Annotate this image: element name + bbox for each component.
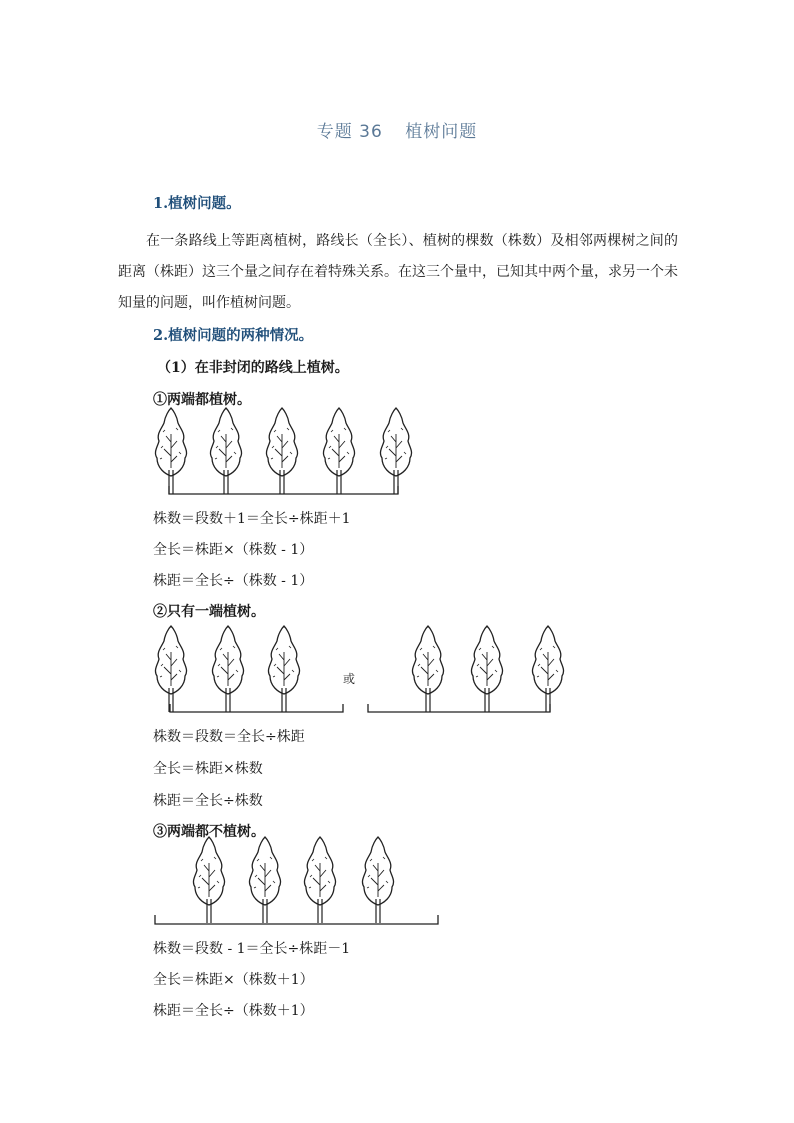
diagram-both-ends	[155, 408, 411, 494]
tree-icon	[212, 626, 243, 712]
diagram-one-end-left	[155, 626, 343, 712]
tree-icon	[193, 837, 224, 923]
case-group-heading: （1）在非封闭的路线上植树。	[157, 360, 349, 376]
formula-none-3: 株距＝全长÷（株数＋1）	[153, 1003, 314, 1019]
tree-icon	[155, 408, 186, 494]
section-2-heading: 2.植树问题的两种情况。	[153, 327, 314, 344]
tree-icon	[210, 408, 241, 494]
tree-icon	[155, 626, 186, 712]
topic-title: 植树问题	[405, 122, 478, 142]
formula-both-1: 株数＝段数＋1＝全长÷株距＋1	[153, 511, 351, 527]
formula-one-3: 株距＝全长÷株数	[153, 793, 263, 809]
formula-none-2: 全长＝株距×（株数＋1）	[153, 972, 314, 988]
or-label: 或	[343, 672, 356, 686]
tree-icon	[532, 626, 563, 712]
case-no-end-heading: ③两端都不植树。	[153, 824, 265, 840]
tree-icon	[362, 837, 393, 923]
tree-icon	[471, 626, 502, 712]
tree-icon	[323, 408, 354, 494]
case-both-ends-heading: ①两端都植树。	[153, 392, 251, 408]
road-line	[155, 915, 438, 924]
topic-number: 专题 36	[316, 122, 383, 142]
road-line	[170, 704, 343, 712]
formula-none-1: 株数＝段数 - 1＝全长÷株距－1	[153, 941, 351, 957]
case-one-end-heading: ②只有一端植树。	[153, 604, 265, 620]
tree-icon	[412, 626, 443, 712]
formula-one-2: 全长＝株距×株数	[153, 761, 263, 777]
tree-icon	[268, 626, 299, 712]
road-line	[368, 704, 550, 712]
section-1-body: 在一条路线上等距离植树，路线长（全长）、植树的棵数（株数）及相邻两棵树之间的距离（株距）这三个量之间存在着特殊关系。在这三个量中，已知其中两个量，求另一个未知量的问题，叫作植树问题。	[118, 233, 678, 311]
formula-both-3: 株距＝全长÷（株数 - 1）	[153, 573, 314, 589]
formula-one-1: 株数＝段数＝全长÷株距	[153, 729, 305, 745]
formula-both-2: 全长＝株距×（株数 - 1）	[153, 542, 314, 558]
tree-icon	[304, 837, 335, 923]
tree-icon	[249, 837, 280, 923]
diagram-no-ends	[155, 837, 438, 924]
diagram-one-end-right	[368, 626, 564, 712]
tree-icon	[266, 408, 297, 494]
tree-icon	[380, 408, 411, 494]
section-1-heading: 1.植树问题。	[153, 195, 241, 212]
